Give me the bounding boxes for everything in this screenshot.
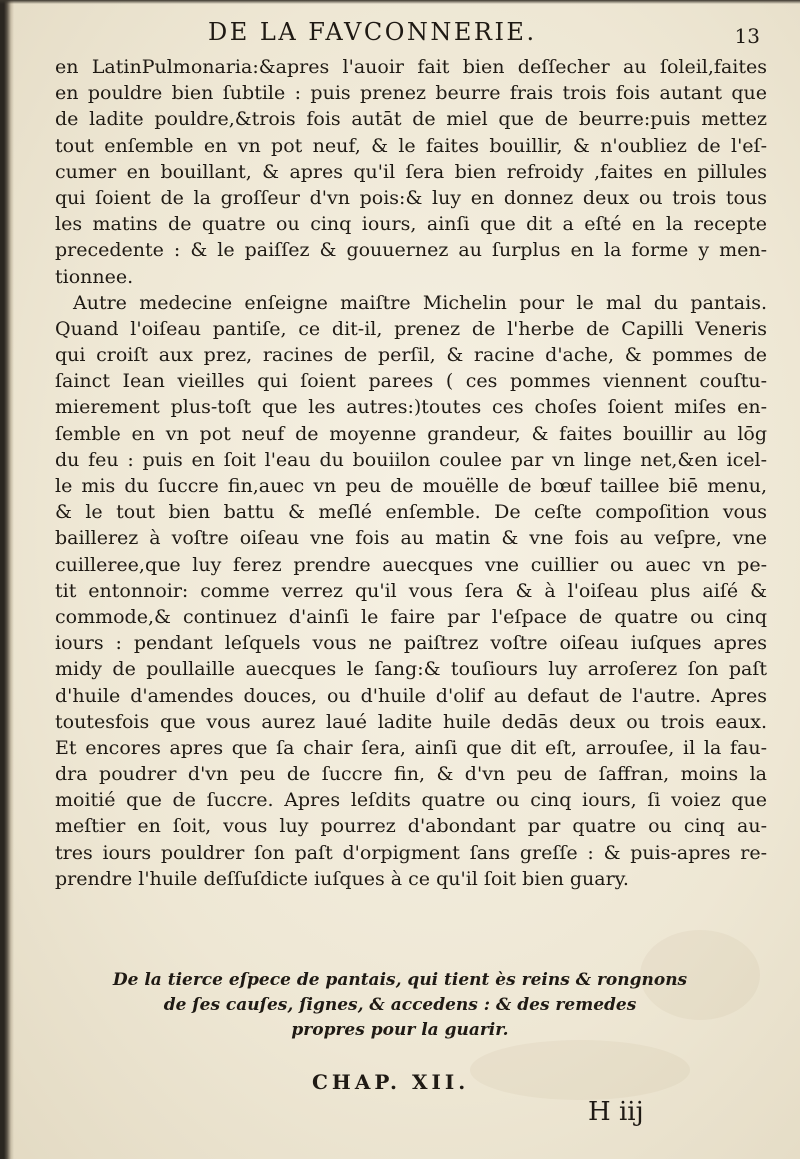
chapter-heading-line: De la tierce eſpece de pantais, qui tient ès reins & rongnons [112,970,688,990]
body-text [55,54,767,892]
page-number: 13 [734,24,760,48]
text-line: ſemble en vn pot neuf de moyenne grandeur, & faites bouillir au lōg [55,422,767,445]
text-line: ſainct Iean vieilles qui ſoient parees ( ces pommes viennent couſtu- [55,370,767,393]
chapter-heading-line: propres pour la guarir. [291,1020,509,1040]
text-line: moitié que de ſuccre. Apres leſdits quatre ou cinq iours, ſi voiez que [55,789,767,812]
paper-stain [470,1040,690,1100]
text-line: de ladite pouldre,&trois fois autāt de miel que de beurre:puis mettez [55,108,767,131]
text-line: en LatinPulmonaria:&apres l'auoir fait bien deſſecher au ſoleil,faites [55,56,767,78]
paragraph-first-line: Autre medecine enſeigne maiſtre Michelin pour le mal du pantais. [73,291,767,314]
text-line: du feu : puis en ſoit l'eau du bouiilon coulee par vn linge net,&en icel- [55,448,767,471]
text-line: baillerez à voſtre oiſeau vne fois au matin & vne fois au veſpre, vne [55,527,767,550]
text-line: en pouldre bien ſubtile : puis prenez beurre frais trois fois autant que [55,82,767,105]
page-header [60,14,780,54]
text-line: d'huile d'amendes douces, ou d'huile d'olif au defaut de l'autre. Apres [55,684,767,707]
text-line: & le tout bien battu & meſlé enſemble. De ceſte compoſition vous [55,501,767,524]
text-line: cumer en bouillant, & apres qu'il ſera bien refroidy ,faites en pillules [55,160,767,183]
chapter-heading [90,968,710,1043]
text-line: tout enſemble en vn pot neuf, & le faites bouillir, & n'oubliez de l'eſ- [55,134,767,157]
text-line: precedente : & le paiſſez & gouuernez au ſurplus en la forme y men- [55,239,767,262]
chapter-heading-line: de ſes cauſes, ſignes, & accedens : & des remedes [163,995,637,1015]
text-line: dra poudrer d'vn peu de ſuccre fin, & d'vn peu de ſaffran, moins la [55,763,767,786]
signature-mark: H iij [588,1097,644,1127]
text-line: midy de poullaille auecques le ſang:& touſiours luy arroſerez ſon paſt [55,658,767,681]
text-line: qui ſoient de la groſſeur d'vn pois:& luy en donnez deux ou trois tous [55,186,767,209]
text-line: Quand l'oiſeau pantiſe, ce dit-il, prenez de l'herbe de Capilli Veneris [55,317,767,340]
text-line: tionnee. [55,265,134,288]
text-line: le mis du ſuccre fin,auec vn peu de mouëlle de bœuf taillee biē menu, [55,475,767,497]
page-gutter-edge [0,0,14,1159]
page-top-edge [0,0,800,4]
text-line: mierement plus-toſt que les autres:)toutes ces choſes ſoient miſes en- [55,396,767,419]
text-line: tit entonnoir: comme verrez qu'il vous ſera & à l'oiſeau plus aiſé & [55,579,767,602]
text-line: toutesfois que vous aurez laué ladite huile dedās deux ou trois eaux. [55,710,767,733]
text-line: cuilleree,que luy ferez prendre auecques vne cuillier ou auec vn pe- [55,553,767,576]
text-line: qui croiſt aux prez, racines de perſil, & racine d'ache, & pommes de [55,344,767,367]
text-line: meſtier en ſoit, vous luy pourrez d'abondant par quatre ou cinq au- [55,815,767,838]
text-line: iours : pendant leſquels vous ne paiſtrez voſtre oiſeau iuſques apres [55,632,767,655]
text-line: tres iours pouldrer ſon paſt d'orpigment ſans greſſe : & puis-apres re- [55,841,767,864]
text-line: prendre l'huile deſſuſdicte iuſques à ce qu'il ſoit bien guary. [55,867,629,890]
text-line: les matins de quatre ou cinq iours, ainſi que dit a eſté en la recepte [55,213,767,236]
chapter-number: CHAP. XII. [312,1070,470,1094]
text-line: Et encores apres que ſa chair ſera, ainſi que dit eſt, arrouſee, il la fau- [55,736,767,759]
text-line: commode,& continuez d'ainſi le faire par l'eſpace de quatre ou cinq [55,605,767,628]
running-head: DE LA FAVCONNERIE. [208,18,537,46]
